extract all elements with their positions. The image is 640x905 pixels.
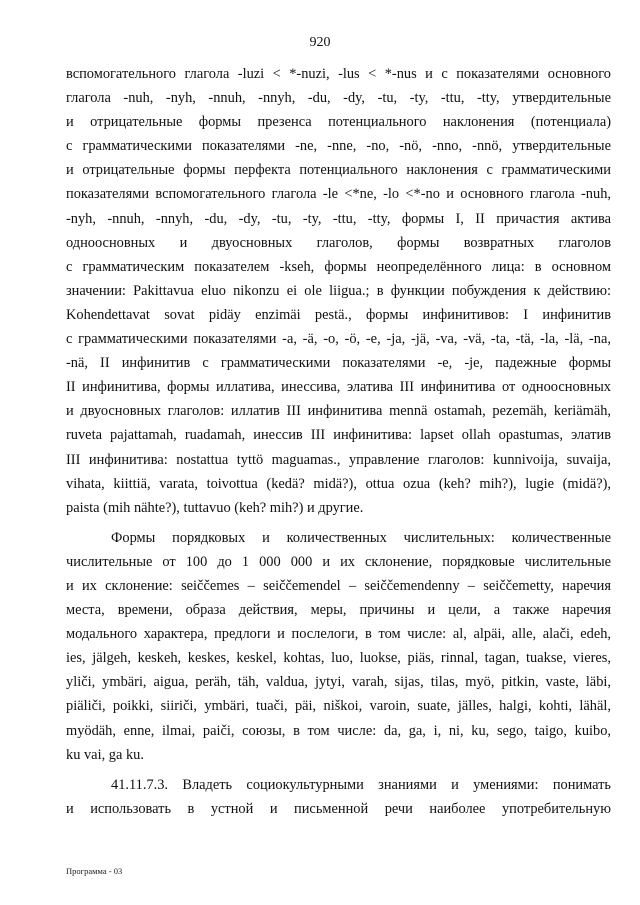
text-line: yliči, ymbäri, aigua, peräh, täh, valdua, jytyi, varah, sijas, tilas, myö, pitkin, vaste, läbi, [66,674,611,691]
text-line: III инфинитива: nostattua tyttö maguamas., управление глаголов: kunnivoija, suvaija, [66,451,611,468]
text-line: -nä, II инфинитив с грамматическими показателями -e, -je, падежные формы [66,355,611,372]
text-line: paista (mih nähte?), tuttavuo (keh? mih?) и другие. [66,499,364,516]
text-line: ku vai, ga ku. [66,746,144,763]
text-line: числительные от 100 до 1 000 000 и их склонение, порядковые числительные [66,553,611,570]
text-line: ruveta pajattamah, ruadamah, инессив III инфинитива: lapset ollah opastumas, элатив [66,427,611,444]
text-line: Формы порядковых и количественных числительных: количественные [111,529,611,546]
text-line: с грамматическими показателями -a, -ä, -o, -ö, -e, -ja, -jä, -va, -vä, -ta, -tä, -la, -lä, -na, [66,331,611,348]
body-text [66,62,611,821]
text-line: 41.11.7.3. Владеть социокультурными знаниями и умениями: понимать [111,776,611,793]
paragraph-1 [66,62,611,520]
text-line: и отрицательные формы презенса потенциального наклонения (потенциала) [66,114,611,131]
paragraph-3 [66,773,611,821]
text-line: модального характера, предлоги и послелоги, в том числе: al, alpäi, alle, alači, edeh, [66,626,611,643]
text-line: ies, jälgeh, keskeh, keskes, keskel, kohtas, luo, luokse, piäs, rinnal, tagan, tuakse, vieres, [66,650,611,667]
paragraph-2 [66,526,611,767]
text-line: вспомогательного глагола -luzi < *-nuzi, -lus < *-nus и с показателями основного [66,66,611,82]
text-line: значении: Pakittavua eluo nikonzu ei ole liigua.; в функции побуждения к действию: [66,282,611,299]
text-line: и отрицательные формы перфекта потенциального наклонения с грамматическими [66,162,611,179]
text-line: показателями вспомогательного глагола -le <*ne, -lo <*-no и основного глагола -nuh, [66,186,611,203]
text-line: одноосновных и двуосновных глаголов, формы возвратных глаголов [66,234,611,251]
text-line: и использовать в устной и письменной речи наиболее употребительную [66,800,611,817]
text-line: и их склонение: seiččemes – seiččemendel – seiččemendenny – seiččemetty, наречия [66,577,611,594]
page-number: 920 [309,35,331,50]
text-line: и двуосновных глаголов: иллатив III инфинитива mennä ostamah, pezemäh, keriämäh, [66,403,611,420]
text-line: глагола -nuh, -nyh, -nnuh, -nnyh, -du, -dy, -tu, -ty, -ttu, -tty, утвердительные [66,90,611,107]
text-line: -nyh, -nnuh, -nnyh, -du, -dy, -tu, -ty, -ttu, -tty, формы I, II причастия актива [66,210,611,227]
text-line: Kohendettavat sovat pidäy enzimäi pestä., формы инфинитивов: I инфинитив [66,306,611,323]
text-line: с грамматическими показателями -ne, -nne, -no, -nö, -nno, -nnö, утвердительные [66,138,611,155]
text-line: vihata, kiittiä, varata, toivottua (kedä? midä?), ottua ozua (keh? mih?), lugie (midä?), [66,475,611,492]
text-line: piäliči, poikki, siiriči, ymbäri, tuači, päi, niškoi, varoin, suate, jälles, halgi, kohti, lähäl, [66,698,611,715]
text-line: myödäh, enne, ilmai, paiči, союзы, в том числе: da, ga, i, ni, ku, sego, taigo, kuibo, [66,722,611,739]
text-line: II инфинитива, формы иллатива, инессива, элатива III инфинитива от одноосновных [66,379,611,396]
text-line: с грамматическим показателем -kseh, формы неопределённого лица: в основном [66,258,611,275]
footer-label: Программа - 03 [66,866,123,876]
text-line: места, времени, образа действия, меры, причины и цели, а также наречия [66,602,611,619]
